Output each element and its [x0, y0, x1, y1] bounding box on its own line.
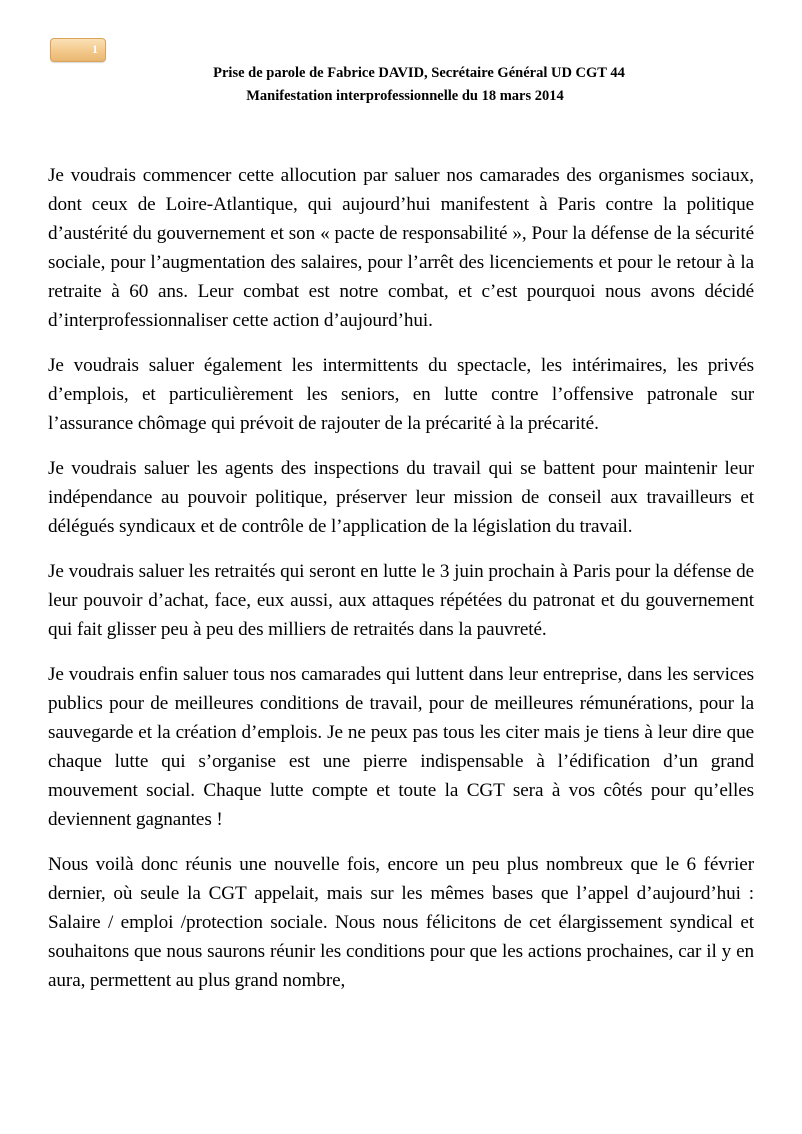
paragraph-3: Je voudrais saluer les agents des inspections du travail qui se battent pour maintenir leur indépendance au pouvoir politique, préserver leur mission de conseil aux travailleurs et délégués syndicaux et de contrôle de l’application de la législation du travail. [48, 458, 754, 537]
document-title: Prise de parole de Fabrice DAVID, Secrétaire Général UD CGT 44 [213, 65, 625, 81]
paragraph-5: Je voudrais enfin saluer tous nos camarades qui luttent dans leur entreprise, dans les services publics pour de meilleures conditions de travail, pour de meilleures rémunérations, pour la sauvegarde et la création d’emplois. Je ne peux pas tous les citer mais je tiens à leur dire que chaque lutte qui s’organise est une pierre indispensable à l’édification d’un grand mouvement social. Chaque lutte compte et toute la CGT sera à vos côtés pour qu’elles deviennent gagnantes ! [48, 664, 754, 830]
paragraph-2: Je voudrais saluer également les intermittents du spectacle, les intérimaires, les privés d’emplois, et particulièrement les seniors, en lutte contre l’offensive patronale sur l’assurance chômage qui prévoit de rajouter de la précarité à la précarité. [48, 355, 754, 434]
paragraph-1: Je voudrais commencer cette allocution par saluer nos camarades des organismes sociaux, dont ceux de Loire-Atlantique, qui aujourd’hui manifestent à Paris contre la politique d’austérité du gouvernement et son « pacte de responsabilité », Pour la défense de la sécurité sociale, pour l’augmentation des salaires, pour l’arrêt des licenciements et pour le retour à la retraite à 60 ans. Leur combat est notre combat, et c’est pourquoi nous avons décidé d’interprofessionnaliser cette action d’aujourd’hui. [48, 165, 754, 331]
page-number: 1 [92, 42, 98, 56]
paragraph-4: Je voudrais saluer les retraités qui seront en lutte le 3 juin prochain à Paris pour la défense de leur pouvoir d’achat, face, eux aussi, aux attaques répétées du patronat et du gouvernement qui fait glisser peu à peu des milliers de retraités dans la pauvreté. [48, 561, 754, 640]
document-subtitle: Manifestation interprofessionnelle du 18 mars 2014 [246, 88, 564, 104]
speech-body [48, 161, 754, 1011]
page-number-tab [50, 38, 106, 62]
paragraph-6: Nous voilà donc réunis une nouvelle fois, encore un peu plus nombreux que le 6 février dernier, où seule la CGT appelait, mais sur les mêmes bases que l’appel d’aujourd’hui : Salaire / emploi /protection sociale. Nous nous félicitons de cet élargissement syndical et souhaitons que nous saurons réunir les conditions pour que les actions prochaines, car il y en aura, permettent au plus grand nombre, [48, 854, 754, 991]
